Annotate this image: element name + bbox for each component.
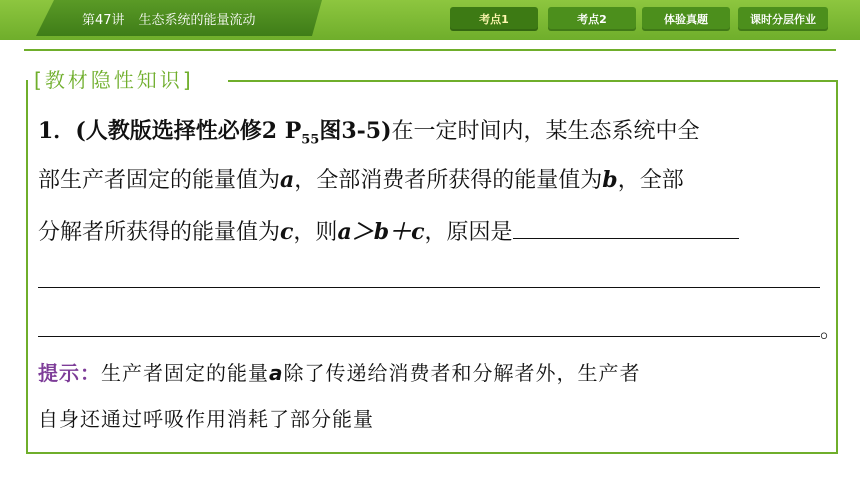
question-text-1: 在一定时间内，某生态系统中全	[391, 119, 700, 144]
nav-tab-kaodian1[interactable]: 考点1	[450, 7, 538, 31]
hint-line-1: 提示：生产者固定的能量a除了传递给消费者和分解者外，生产者	[38, 361, 641, 385]
inequality-expression: a＞b＋c	[337, 219, 425, 245]
hint-label: 提示：	[38, 361, 101, 385]
lecture-title	[82, 9, 256, 28]
question-line-5	[38, 312, 842, 346]
lecture-number: 第47讲	[82, 13, 125, 28]
nav-tab-kaodian2[interactable]: 考点2	[548, 7, 636, 31]
section-title: 教材隐性知识	[44, 68, 183, 92]
header-rule	[24, 49, 836, 51]
lecture-topic: 生态系统的能量流动	[138, 13, 256, 28]
nav-tab-real-exam[interactable]: 体验真题	[642, 7, 730, 31]
section-label	[34, 64, 194, 93]
question-source: (人教版选择性必修2 $P_{55}$图3-5)	[75, 118, 392, 148]
variable-c: c	[280, 219, 294, 245]
hint-variable-a: a	[269, 361, 284, 385]
question-number: 1．	[38, 118, 76, 144]
bracket-open: [	[34, 68, 45, 92]
answer-blank-1[interactable]	[513, 214, 739, 239]
answer-blank-3[interactable]	[38, 312, 820, 337]
end-mark: 。	[820, 318, 843, 343]
question-line-4	[38, 263, 820, 297]
nav-tab-homework[interactable]: 课时分层作业	[738, 7, 828, 31]
bracket-close: ]	[182, 68, 194, 92]
question-line-1	[38, 116, 700, 155]
variable-b: b	[602, 167, 618, 193]
question-line-2: 部生产者固定的能量值为a，全部消费者所获得的能量值为b，全部	[38, 167, 684, 193]
variable-a: a	[280, 167, 295, 193]
answer-blank-2[interactable]	[38, 263, 820, 288]
hint-line-2: 自身还通过呼吸作用消耗了部分能量	[38, 407, 374, 431]
question-line-3: 分解者所获得的能量值为c，则a＞b＋c，原因是	[38, 214, 739, 248]
